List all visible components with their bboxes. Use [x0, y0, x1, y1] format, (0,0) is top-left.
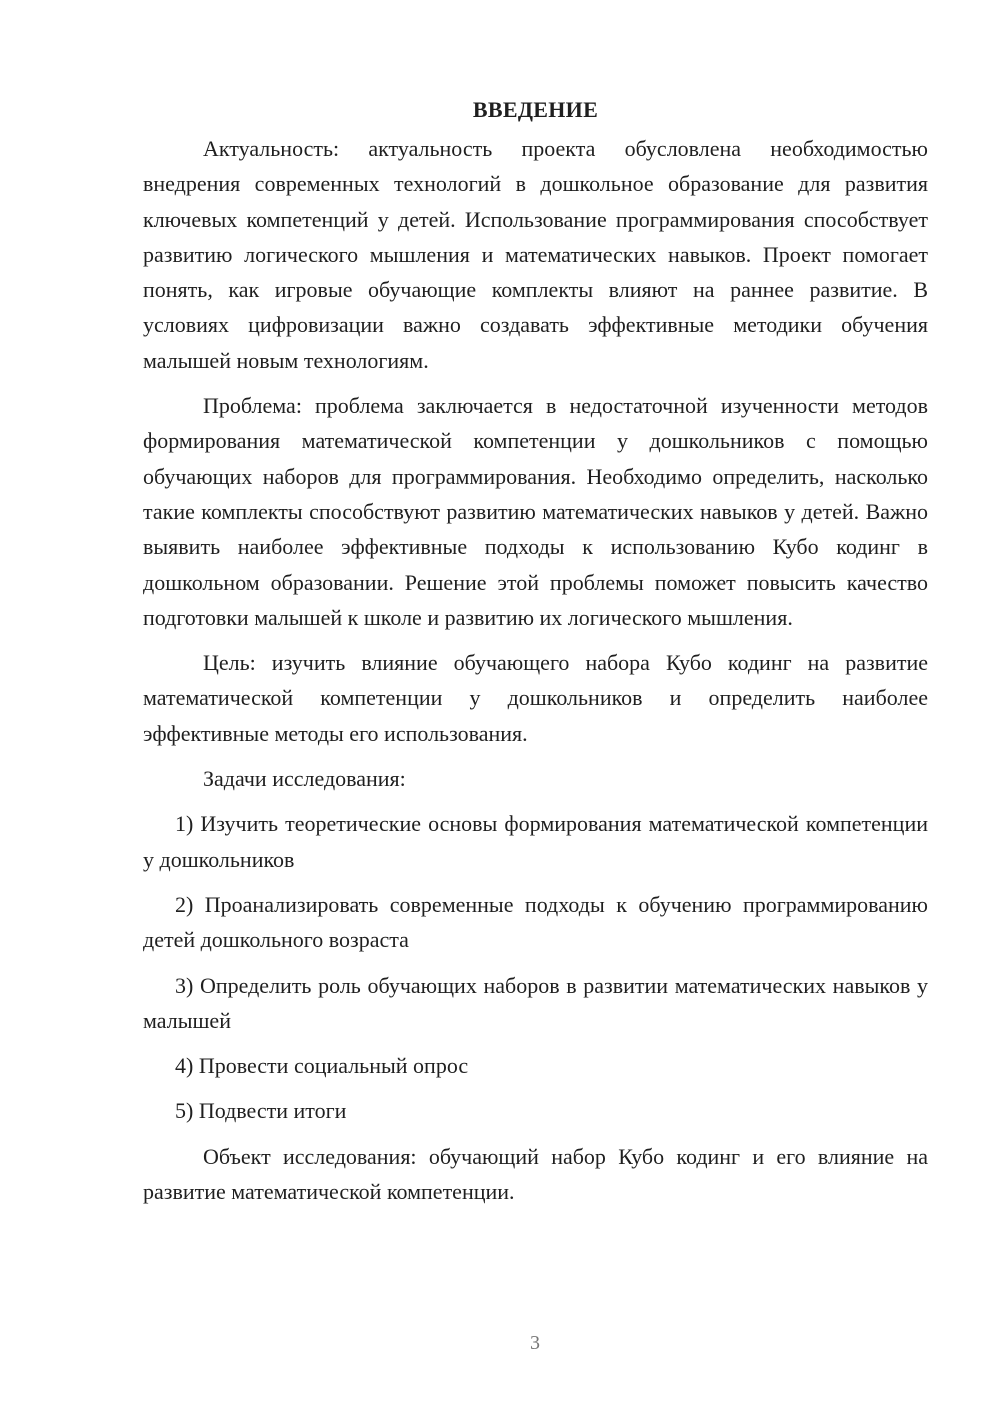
- goal-paragraph: Цель: изучить влияние обучающего набора Кубо кодинг на развитие математической компетенции у дошкольников и определить наиболее эффективные методы его использования.: [143, 650, 928, 746]
- task-item-3: 3) Определить роль обучающих наборов в развитии математических навыков у малышей: [143, 972, 928, 1033]
- section-heading: ВВЕДЕНИЕ: [472, 97, 599, 122]
- task-item-4: 4) Провести социальный опрос: [175, 1053, 469, 1079]
- task-item-5: 5) Подвести итоги: [175, 1098, 347, 1124]
- document-page: [143, 95, 928, 1219]
- relevance-paragraph: Актуальность: актуальность проекта обусловлена необходимостью внедрения современных технологий в дошкольное образование для развития ключевых компетенций у детей. Использование программирования способствует развитию логического мышления и математических навыков. Проект помогает понять, как игровые обучающие комплекты влияют на раннее развитие. В условиях цифровизации важно создавать эффективные методики обучения малышей новым технологиям.: [143, 136, 928, 373]
- task-item-2: 2) Проанализировать современные подходы к обучению программированию детей дошкольного возраста: [143, 891, 928, 953]
- task-item-1: 1) Изучить теоретические основы формирования математической компетенции у дошкольников: [143, 811, 928, 872]
- object-paragraph: Объект исследования: обучающий набор Кубо кодинг и его влияние на развитие математической компетенции.: [143, 1143, 928, 1205]
- problem-paragraph: Проблема: проблема заключается в недостаточной изученности методов формирования математической компетенции у дошкольников с помощью обучающих наборов для программирования. Необходимо определить, насколько такие комплекты способствуют развитию математических навыков у детей. Важно выявить наиболее эффективные подходы к использованию Кубо кодинг в дошкольном образовании. Решение этой проблемы поможет повысить качество подготовки малышей к школе и развитию их логического мышления.: [143, 393, 928, 630]
- page-number: 3: [530, 1332, 540, 1354]
- tasks-heading: Задачи исследования:: [203, 766, 406, 792]
